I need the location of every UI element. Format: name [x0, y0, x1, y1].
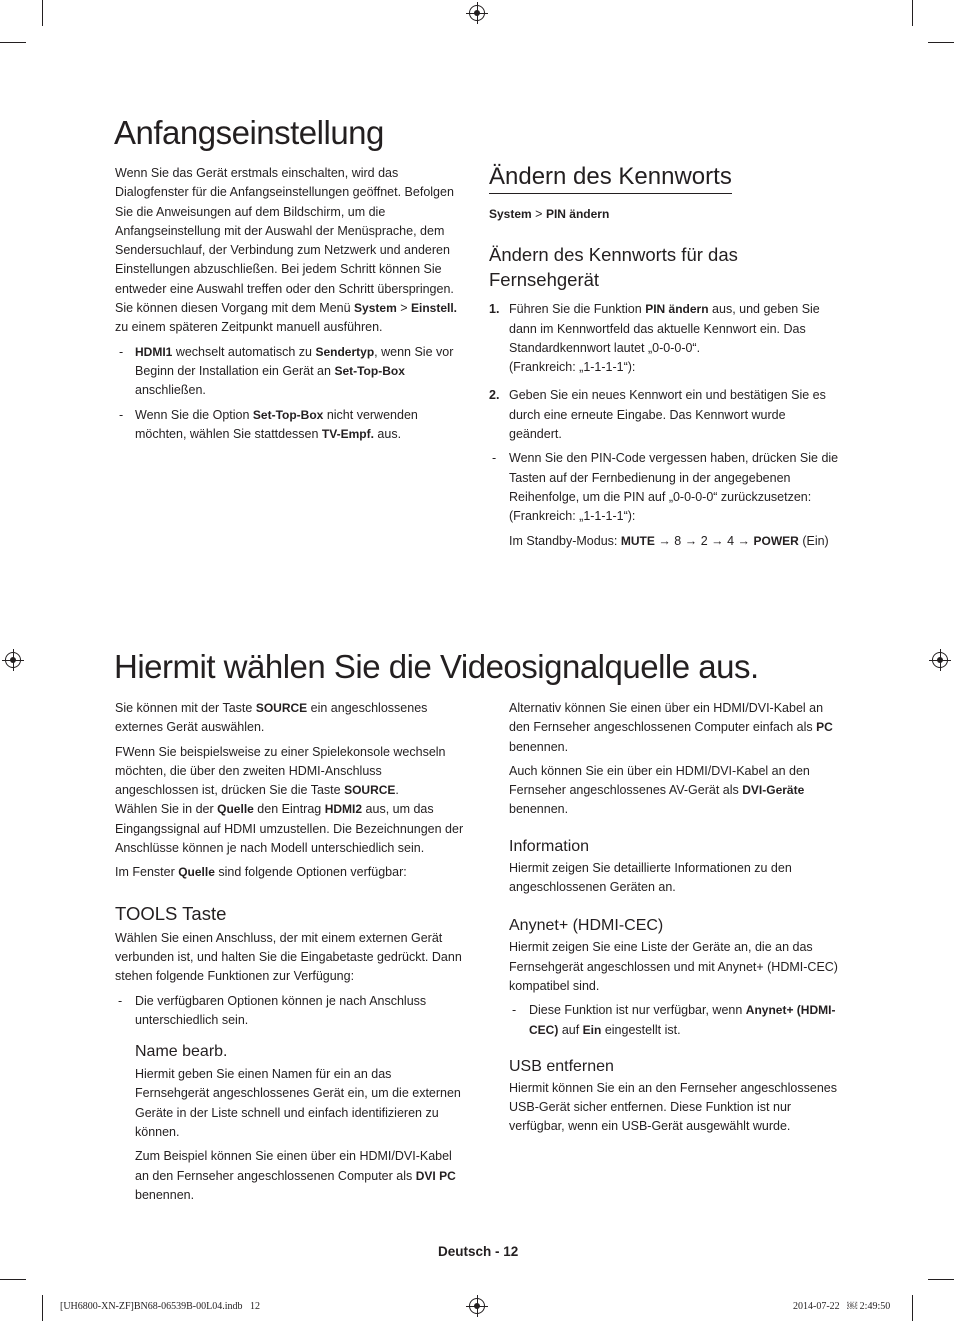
- crop-mark: [42, 1295, 43, 1321]
- tools-title: TOOLS Taste: [115, 902, 227, 924]
- print-slug-right: 2014-07-22 ￼ 2:49:50: [793, 1301, 891, 1312]
- source-right-column: [509, 699, 841, 1137]
- anynet-title: Anynet+ (HDMI-CEC): [509, 917, 664, 935]
- page-number: Deutsch - 12: [438, 1244, 519, 1259]
- password-section-title: Ändern des Kennworts: [489, 163, 732, 194]
- note-hdmi1: - HDMI1 wechselt automatisch zu Sendertyp, wenn Sie vor Beginn der Installation ein Gerät an Set-Top-Box anschließen.: [119, 344, 454, 398]
- step-2: 2. Geben Sie ein neues Kennwort ein und bestätigen Sie es durch eine erneute Eingabe. Das Kennwort wurde geändert.: [489, 388, 826, 442]
- crop-mark: [0, 42, 26, 43]
- name-edit-example: Zum Beispiel können Sie einen über ein HDMI/DVI-Kabel an den Fernseher angeschlossenen Computer als DVI PC benennen.: [135, 1149, 456, 1202]
- note-set-top-box: - Wenn Sie die Option Set-Top-Box nicht verwenden möchten, wählen Sie stattdessen TV-Empf. aus.: [119, 407, 418, 441]
- registration-mark-icon: [932, 652, 948, 668]
- password-subtitle: Ändern des Kennworts für das Fernsehgerät: [489, 244, 738, 291]
- registration-mark-icon: [469, 1298, 485, 1314]
- source-paragraph-1: Sie können mit der Taste SOURCE ein angeschlossenes externes Gerät auswählen.: [115, 701, 428, 735]
- standby-sequence: Im Standby-Modus: MUTE → 8 → 2 → 4 → POWER (Ein): [509, 533, 829, 548]
- section-title-initial-setup: Anfangseinstellung: [114, 114, 384, 151]
- crop-mark: [928, 1279, 954, 1280]
- crop-mark: [912, 1295, 913, 1321]
- crop-mark: [912, 0, 913, 26]
- dash-bullet: -: [118, 993, 123, 1008]
- breadcrumb: System > PIN ändern: [489, 207, 610, 221]
- information-text: Hiermit zeigen Sie detaillierte Informationen zu den angeschlossenen Geräten an.: [509, 860, 792, 895]
- tools-note: - Die verfügbaren Optionen können je nach Anschluss unterschiedlich sein.: [118, 993, 427, 1027]
- print-slug-left: [UH6800-XN-ZF]BN68-06539B-00L04.indb 12: [60, 1301, 260, 1312]
- section-title-source: Hiermit wählen Sie die Videosignalquelle aus.: [114, 648, 759, 685]
- dash-bullet: -: [119, 344, 124, 359]
- name-edit-text: Hiermit geben Sie einen Namen für ein an das Fernsehgerät angeschlossenes Gerät ein, um die externen Geräte in der Liste schnell und einfach identifizieren zu können.: [135, 1067, 461, 1140]
- password-column: [489, 163, 841, 551]
- step-1: 1. Führen Sie die Funktion PIN ändern aus, und geben Sie dann im Kennwortfeld das aktuelle Kennwort ein. Das Standardkennwort lautet „0-0-0-0“. (Frankreich: „1-1-1-1“):: [489, 302, 820, 375]
- information-title: Information: [509, 837, 590, 855]
- registration-mark-icon: [5, 652, 21, 668]
- dash-bullet: -: [492, 451, 497, 466]
- initial-setup-column: [115, 164, 467, 444]
- dash-bullet: -: [119, 407, 124, 422]
- initial-setup-intro: Wenn Sie das Gerät erstmals einschalten, wird das Dialogfenster für die Anfangseinstellungen geöffnet. Befolgen Sie die Anweisungen auf dem Bildschirm, um die Anfangseinstellung mit der Auswahl der Menüsprache, dem Sendersuchlauf, der Verbindung zum Netzwerk und anderen Einstellungen abzuschließen. Bei jedem Schritt können Sie entweder eine Auswahl treffen oder den Schritt überspringen. Sie können diesen Vorgang mit dem Menü System > Einstell. zu einem späteren Zeitpunkt manuell ausführen.: [115, 166, 458, 335]
- crop-mark: [42, 0, 43, 26]
- source-left-column: [115, 699, 467, 1205]
- crop-mark: [928, 42, 954, 43]
- forgot-pin-note: - Wenn Sie den PIN-Code vergessen haben, drücken Sie die Tasten auf der Fernbedienung in der angegebenen Reihenfolge, um die PIN auf „0-0-0-0“ zurückzusetzen: (Frankreich: „1-1-1-1“):: [492, 451, 839, 524]
- crop-mark: [0, 1279, 26, 1280]
- usb-remove-title: USB entfernen: [509, 1057, 614, 1075]
- dash-bullet: -: [512, 1003, 517, 1018]
- name-edit-block: [115, 1043, 467, 1205]
- source-paragraph-2: FWenn Sie beispielsweise zu einer Spielekonsole wechseln möchten, die über den zweiten HDMI-Anschluss angeschlossen ist, drücken Sie die Taste SOURCE. Wählen Sie in der Quelle den Eintrag HDMI2 aus, um das Eingangssignal auf HDMI umzustellen. Die Bezeichnungen der Anschlüsse können je nach Modell unterschiedlich sein.: [115, 744, 464, 856]
- tools-text: Wählen Sie einen Anschluss, der mit einem externen Gerät verbunden ist, und halten Sie die Eingabetaste gedrückt. Dann stehen folgende Funktionen zur Verfügung:: [115, 930, 462, 984]
- av-rename-text: Auch können Sie ein über ein HDMI/DVI-Kabel an den Fernseher angeschlossenes AV-Gerät als DVI-Geräte benennen.: [509, 763, 810, 817]
- anynet-note: - Diese Funktion ist nur verfügbar, wenn Anynet+ (HDMI-CEC) auf Ein eingestellt ist.: [512, 1003, 836, 1037]
- source-paragraph-3: Im Fenster Quelle sind folgende Optionen verfügbar:: [115, 865, 407, 880]
- registration-mark-icon: [469, 5, 485, 21]
- pc-rename-text: Alternativ können Sie einen über ein HDMI/DVI-Kabel an den Fernseher angeschlossenen Computer einfach als PC benennen.: [509, 701, 833, 754]
- usb-remove-text: Hiermit können Sie ein an den Fernseher angeschlossenes USB-Gerät sicher entfernen. Diese Funktion ist nur verfügbar, wenn ein USB-Gerät ausgewählt wurde.: [509, 1080, 837, 1134]
- anynet-text: Hiermit zeigen Sie eine Liste der Geräte an, die an das Fernsehgerät angeschlossen und mit Anynet+ (HDMI-CEC) kompatibel sind.: [509, 940, 838, 993]
- name-edit-title: Name bearb.: [135, 1043, 228, 1061]
